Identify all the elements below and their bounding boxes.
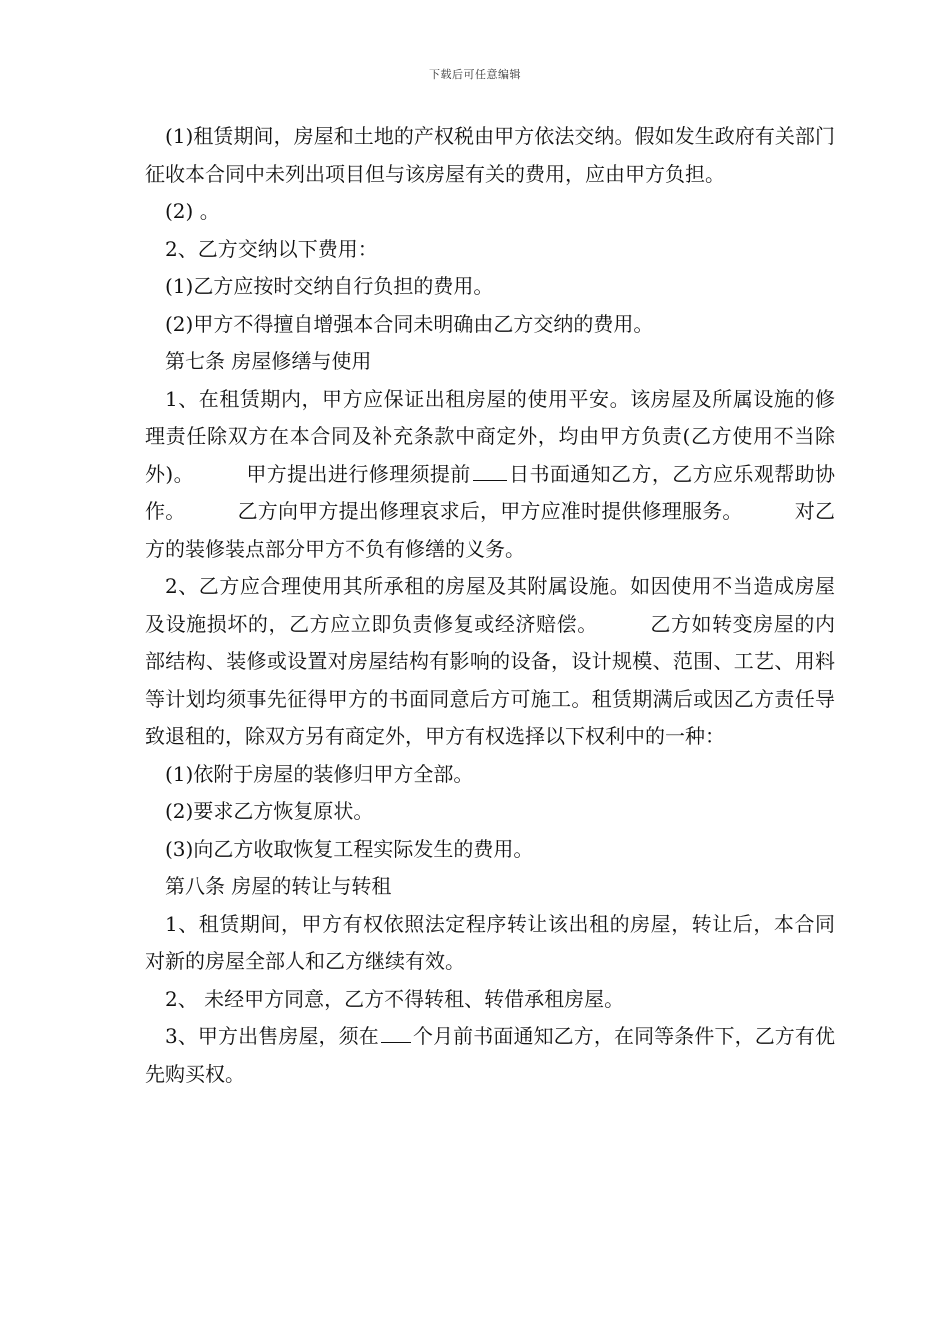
repair-text-c: 日书面通知乙方，乙方应乐观帮助协作。 xyxy=(145,461,835,523)
paragraph-option-3: (3)向乙方收取恢复工程实际发生的费用。 xyxy=(165,836,534,861)
days-blank-underline xyxy=(473,460,507,481)
paragraph-tenant-fee-2: (2)甲方不得擅自增强本合同未明确由乙方交纳的费用。 xyxy=(165,311,654,336)
paragraph-no-sublease: 2、 未经甲方同意，乙方不得转租、转借承租房屋。 xyxy=(165,986,625,1011)
paragraph-option-1: (1)依附于房屋的装修归甲方全部。 xyxy=(165,761,474,786)
paragraph-property-tax: (1)租赁期间，房屋和土地的产权税由甲方依法交纳。假如发生政府有关部门征收本合同中未列出项目但与该房屋有关的费用，应由甲方负担。 xyxy=(145,124,835,186)
use-text-b: 乙方如转变房屋的内部结构、装修或设置对房屋结构有影响的设备，设计规模、范围、工艺、用料等计划均须事先征得甲方的书面同意后方可施工。租赁期满后或因乙方责任导致退租的，除双方另有商定外，甲方有权选择以下权利中的一种： xyxy=(145,611,836,748)
paragraph-transfer: 1、租赁期间，甲方有权依照法定程序转让该出租的房屋，转让后，本合同对新的房屋全部人和乙方继续有效。 xyxy=(145,911,835,973)
page-header-note: 下载后可任意编辑 xyxy=(429,68,521,81)
repair-text-d: 乙方向甲方提出修理哀求后，甲方应准时提供修理服务。 xyxy=(237,499,743,523)
paragraph-tenant-use xyxy=(145,568,835,756)
article-7-heading: 第七条 房屋修缮与使用 xyxy=(165,349,372,373)
paragraph-item-2-blank: (2) 。 xyxy=(165,199,220,223)
sale-text-b: 个月前书面通知乙方，在同等条件下，乙方有优先购买权。 xyxy=(145,1024,836,1086)
repair-text-b: 甲方提出进行修理须提前 xyxy=(245,461,471,486)
months-blank-underline xyxy=(381,1022,411,1043)
paragraph-option-2: (2)要求乙方恢复原状。 xyxy=(165,799,374,823)
paragraph-repair-responsibility xyxy=(145,381,835,569)
use-text-a: 2、乙方应合理使用其所承租的房屋及其附属设施。如因使用不当造成房屋及设施损坏的，乙方应立即负责修复或经济赔偿。 xyxy=(145,574,835,636)
article-8-heading: 第八条 房屋的转让与转租 xyxy=(165,874,392,898)
contract-body xyxy=(145,118,835,1093)
paragraph-tenant-fee-1: (1)乙方应按时交纳自行负担的费用。 xyxy=(165,274,494,298)
sale-text-a: 3、甲方出售房屋，须在 xyxy=(165,1024,379,1048)
paragraph-preemptive-right xyxy=(145,1018,835,1093)
repair-text-e: 对乙方的装修装点部分甲方不负有修缮的义务。 xyxy=(145,499,836,561)
paragraph-tenant-fees: 2、乙方交纳以下费用： xyxy=(165,236,378,261)
repair-text-a: 1、在租赁期内，甲方应保证出租房屋的使用平安。该房屋及所属设施的修理责任除双方在本合同及补充条款中商定外，均由甲方负责(乙方使用不当除外)。 xyxy=(145,386,835,486)
